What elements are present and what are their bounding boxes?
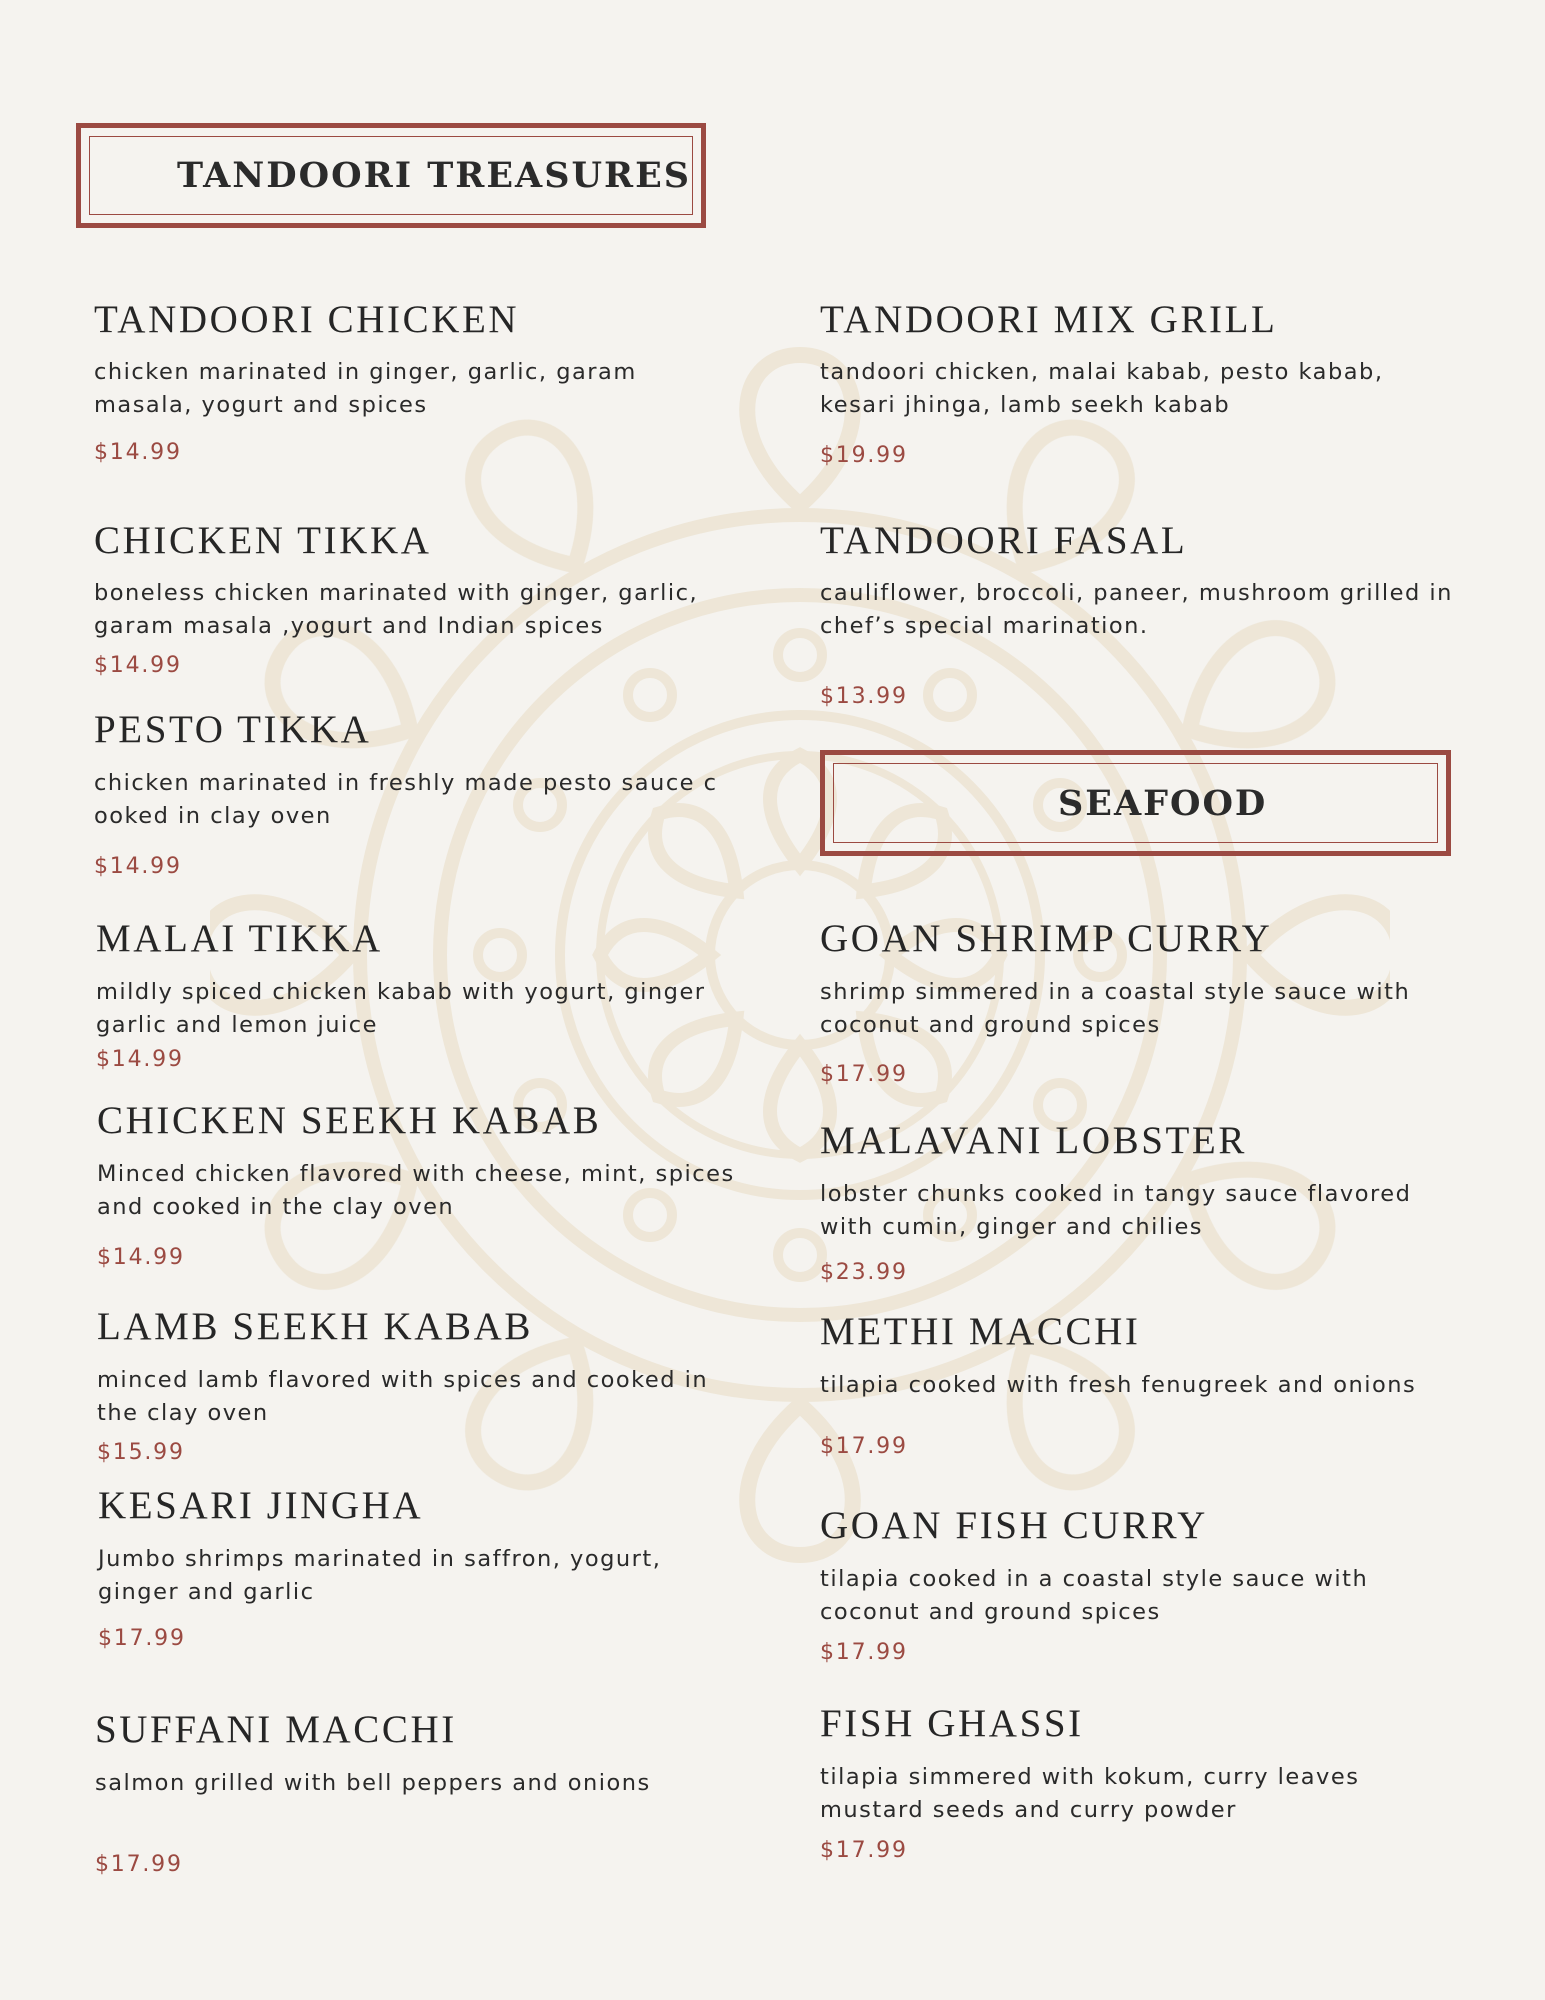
item-price: $17.99: [820, 1062, 908, 1087]
item-description: tandoori chicken, malai kabab, pesto kabab, kesari jhinga, lamb seekh kabab: [820, 359, 1384, 418]
item-price: $15.99: [97, 1440, 185, 1465]
item-price: $13.99: [820, 684, 908, 709]
item-description: salmon grilled with bell peppers and onions: [95, 1770, 651, 1796]
item-description: minced lamb flavored with spices and cooked in the clay oven: [97, 1367, 709, 1426]
item-description: chicken marinated in ginger, garlic, garam masala, yogurt and spices: [94, 359, 637, 418]
item-name: GOAN FISH CURRY: [820, 1504, 1208, 1547]
item-name: CHICKEN TIKKA: [94, 519, 432, 562]
menu-item-chicken-seekh-kabab: [97, 1099, 735, 1270]
item-price: $17.99: [820, 1434, 908, 1459]
item-price: $14.99: [96, 1047, 184, 1072]
item-price: $17.99: [98, 1626, 186, 1651]
menu-item-methi-macchi: [820, 1310, 1417, 1459]
item-description: Minced chicken flavored with cheese, mint, spices and cooked in the clay oven: [97, 1161, 735, 1220]
item-price: $14.99: [94, 440, 182, 465]
item-price: $17.99: [820, 1640, 908, 1665]
item-price: $17.99: [820, 1838, 908, 1863]
item-name: FISH GHASSI: [820, 1702, 1084, 1745]
item-name: CHICKEN SEEKH KABAB: [97, 1099, 602, 1142]
section-title-tandoori: TANDOORI TREASURES: [177, 155, 692, 196]
item-description: tilapia simmered with kokum, curry leaves mustard seeds and curry powder: [820, 1764, 1360, 1823]
item-name: GOAN SHRIMP CURRY: [820, 917, 1273, 960]
menu-item-fish-ghassi: [820, 1702, 1360, 1863]
item-description: boneless chicken marinated with ginger, garlic, garam masala ,yogurt and Indian spices: [94, 580, 699, 639]
menu-item-pesto-tikka: [94, 708, 718, 879]
item-description: tilapia cooked with fresh fenugreek and onions: [820, 1372, 1417, 1398]
item-price: $23.99: [820, 1260, 908, 1285]
item-name: TANDOORI CHICKEN: [94, 298, 520, 341]
item-name: TANDOORI MIX GRILL: [820, 298, 1278, 341]
item-description: lobster chunks cooked in tangy sauce flavored with cumin, ginger and chilies: [820, 1181, 1412, 1240]
item-name: TANDOORI FASAL: [820, 519, 1188, 562]
menu-item-malai-tikka: [96, 917, 706, 1072]
item-name: MALAVANI LOBSTER: [820, 1119, 1247, 1162]
menu-item-goan-shrimp-curry: [820, 917, 1411, 1087]
section-title-seafood: SEAFOOD: [1058, 782, 1268, 824]
item-description: Jumbo shrimps marinated in saffron, yogurt, ginger and garlic: [98, 1546, 662, 1605]
item-name: MALAI TIKKA: [96, 917, 383, 960]
item-description: tilapia cooked in a coastal style sauce with coconut and ground spices: [820, 1566, 1369, 1625]
menu-item-lamb-seekh-kabab: [97, 1305, 709, 1465]
menu-item-kesari-jingha: [98, 1484, 662, 1651]
seafood-header: [820, 750, 1451, 856]
menu-item-tandoori-fasal: [820, 519, 1453, 709]
menu-item-tandoori-chicken: [94, 298, 637, 465]
item-description: chicken marinated in freshly made pesto sauce c ooked in clay oven: [94, 770, 718, 829]
item-description: cauliflower, broccoli, paneer, mushroom grilled in chef’s special marination.: [820, 580, 1453, 639]
menu-item-suffani-macchi: [95, 1708, 651, 1877]
item-name: KESARI JINGHA: [98, 1484, 424, 1527]
item-description: shrimp simmered in a coastal style sauce with coconut and ground spices: [820, 979, 1411, 1038]
menu-item-goan-fish-curry: [820, 1504, 1369, 1665]
menu-item-tandoori-mix-grill: [820, 298, 1384, 468]
menu-item-chicken-tikka: [94, 519, 699, 678]
item-price: $19.99: [820, 443, 908, 468]
menu-item-malavani-lobster: [820, 1119, 1412, 1285]
tandoori-treasures-header: [76, 123, 706, 228]
item-price: $14.99: [94, 653, 182, 678]
item-price: $14.99: [97, 1245, 185, 1270]
item-name: SUFFANI MACCHI: [95, 1708, 457, 1751]
item-description: mildly spiced chicken kabab with yogurt, ginger garlic and lemon juice: [96, 979, 706, 1038]
item-name: LAMB SEEKH KABAB: [97, 1305, 533, 1348]
item-price: $17.99: [95, 1852, 183, 1877]
item-price: $14.99: [94, 854, 182, 879]
item-name: METHI MACCHI: [820, 1310, 1141, 1353]
item-name: PESTO TIKKA: [94, 708, 372, 751]
